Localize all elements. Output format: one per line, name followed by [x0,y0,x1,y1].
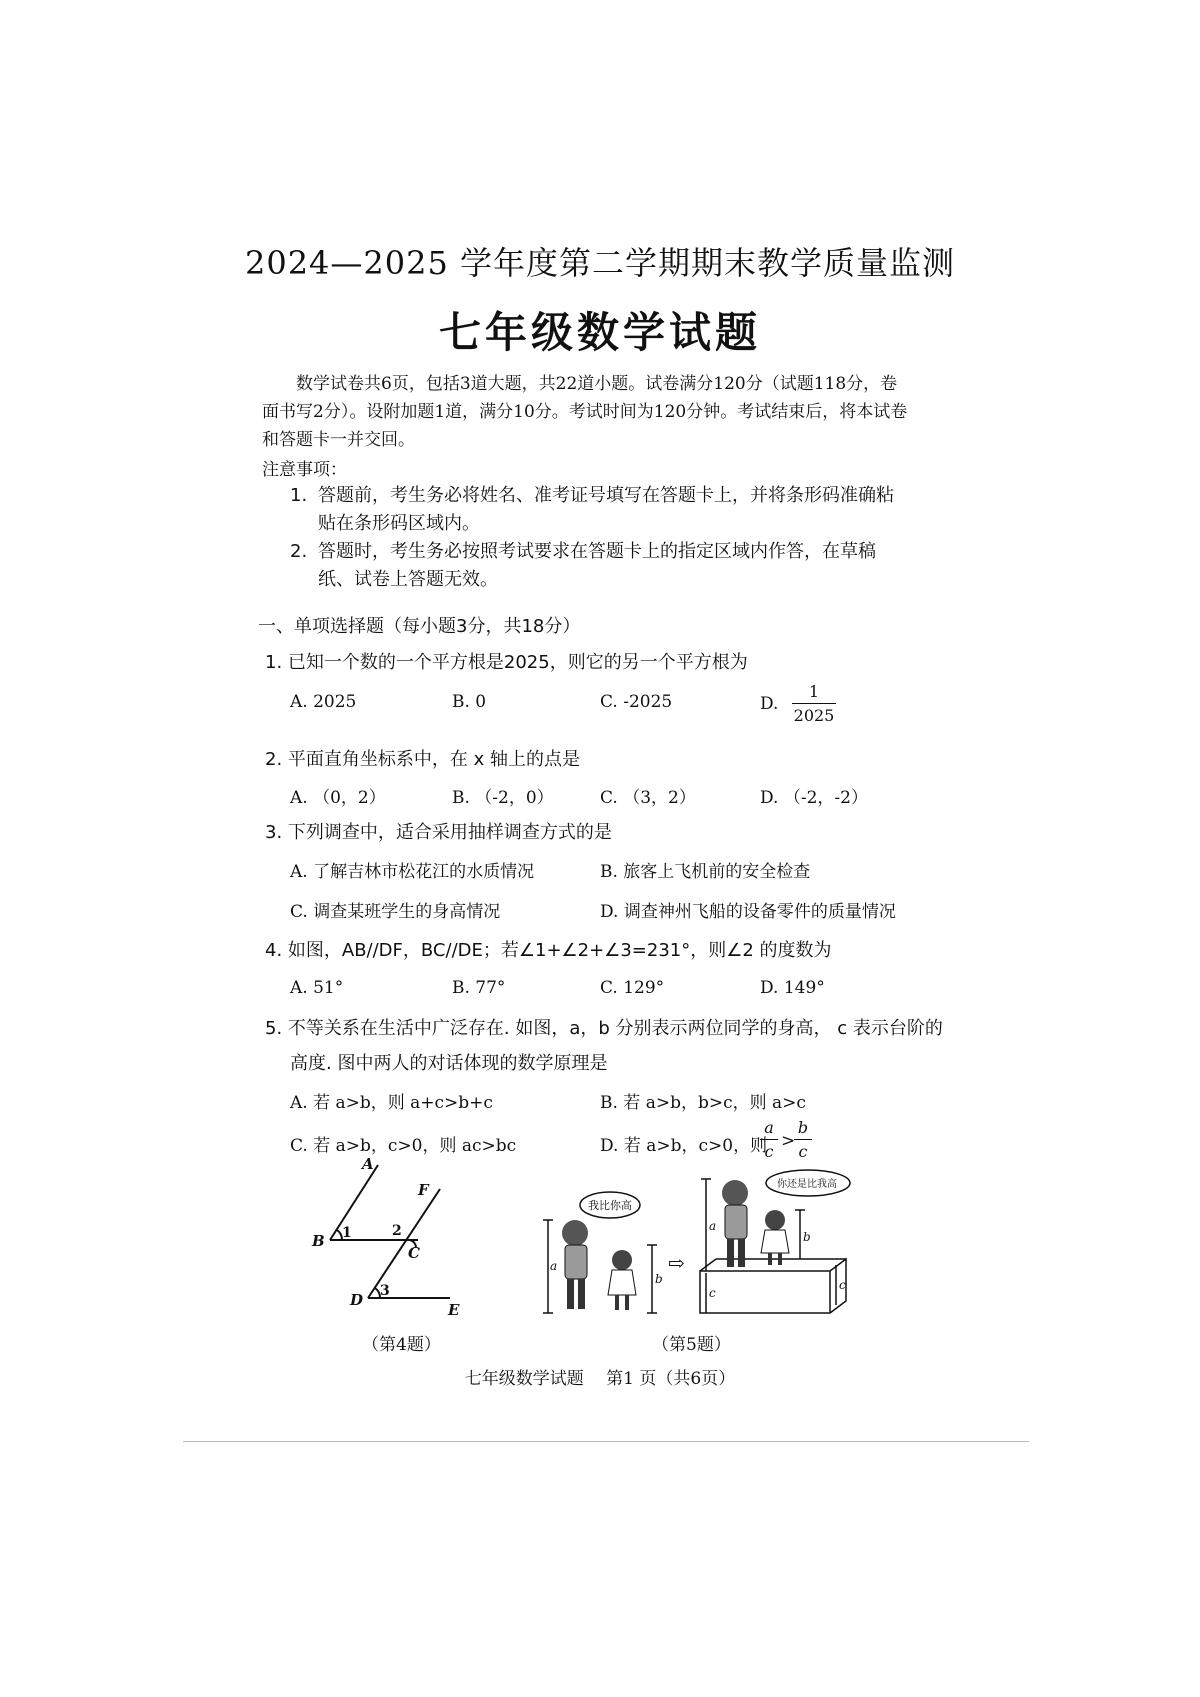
option-a: A. 了解吉林市松花江的水质情况 [290,862,535,882]
height-b-label: b [803,1230,811,1244]
option-b: B. 77° [452,978,506,998]
question-stem: 5. 不等关系在生活中广泛存在. 如图，a，b 分别表示两位同学的身高， c 表示台阶的 [265,1018,943,1039]
greater-than-sign: > [781,1131,796,1151]
fraction-numerator: 1 [808,682,820,701]
exam-intro: 数学试卷共6页，包括3道大题，共22道小题。试卷满分120分（试题118分，卷面书写2分）。设附加题1道，满分10分。考试时间为120分钟。考试结束后，将本试卷和答题卡一并交回。 [262,374,908,450]
girl-figure [608,1250,636,1310]
exam-subtitle: 七年级数学试题 [438,308,761,357]
option-d: D. （-2，-2） [760,788,868,808]
option-a: A. （0，2） [290,788,386,808]
fraction-denominator: c [764,1142,774,1161]
height-c-label: c [709,1286,716,1300]
step-platform [700,1259,846,1313]
speech-bubble-text: 我比你高 [588,1199,632,1212]
label-f: F [418,1181,429,1199]
notice-item [290,482,910,538]
fraction [794,1118,812,1161]
notice-item-number: 2. [290,541,308,562]
option-b: B. 旅客上飞机前的安全检查 [600,862,811,882]
height-a-label: a [550,1259,558,1273]
option-c: C. 若 a>b，c>0，则 ac>bc [290,1136,517,1156]
option-b: B. 若 a>b，b>c，则 a>c [600,1093,806,1113]
notice-item-number: 1. [290,485,308,506]
exam-title: 2024—2025 学年度第二学期期末教学质量监测 [244,244,956,282]
figure-4-caption: （第4题） [362,1335,441,1355]
page-divider [183,1441,1029,1442]
boy-figure [722,1180,748,1267]
option-b: B. 0 [452,692,487,712]
label-b: B [312,1232,325,1250]
question-stem: 1. 已知一个数的一个平方根是2025，则它的另一个平方根为 [265,652,748,673]
fraction-denominator: 2025 [793,706,835,725]
page-footer: 七年级数学试题 第1 页（共6页） [464,1369,736,1389]
option-a: A. 51° [290,978,344,998]
fraction-numerator: a [764,1118,774,1137]
fraction-denominator: c [798,1142,808,1161]
option-b: B. （-2，0） [452,788,554,808]
option-c: C. 129° [600,978,665,998]
option-c: C. -2025 [600,692,673,712]
option-d: D. 149° [760,978,825,998]
option-c: C. （3，2） [600,788,696,808]
figure-5-illustration [540,1165,870,1325]
speech-bubble-text: 你还是比我高 [777,1179,837,1190]
angle-label-2: 2 [392,1223,402,1239]
option-d: D. 调查神州飞船的设备零件的质量情况 [600,902,896,922]
section-heading: 一、单项选择题（每小题3分，共18分） [258,616,581,637]
question-stem: 2. 平面直角坐标系中，在 x 轴上的点是 [265,749,580,770]
line-ba [330,1165,378,1240]
boy-figure [562,1220,588,1309]
notice-item [290,538,910,594]
question-stem: 3. 下列调查中，适合采用抽样调查方式的是 [265,822,612,843]
question-stem-continued: 高度. 图中两人的对话体现的数学原理是 [290,1053,608,1074]
notice-item-text: 答题前，考生务必将姓名、准考证号填写在答题卡上，并将条形码准确粘贴在条形码区域内。 [318,485,894,534]
line-df [368,1189,440,1298]
label-d: D [350,1291,364,1309]
notice-heading: 注意事项： [262,460,347,480]
arrow-icon: ⇨ [668,1251,685,1275]
option-c: C. 调查某班学生的身高情况 [290,902,501,922]
question-stem: 4. 如图，AB//DF，BC//DE；若∠1+∠2+∠3=231°，则∠2 的度数为 [265,940,832,961]
girl-figure [761,1210,789,1265]
label-c: C [408,1244,420,1262]
option-d: D. [760,694,779,714]
option-a: A. 2025 [290,692,357,712]
figure-5-caption: （第5题） [652,1335,731,1355]
fraction-numerator: b [797,1118,809,1137]
figure-4-diagram [300,1155,480,1315]
notice-item-text: 答题时，考生务必按照考试要求在答题卡上的指定区域内作答，在草稿纸、试卷上答题无效。 [318,541,876,590]
label-a: A [362,1155,374,1173]
label-e: E [448,1301,460,1315]
option-a: A. 若 a>b，则 a+c>b+c [290,1093,493,1113]
height-b-label: b [655,1272,663,1286]
angle-label-3: 3 [380,1283,390,1299]
height-a-label: a [709,1219,717,1233]
option-d: D. 若 a>b，c>0，则 [600,1136,768,1156]
fraction [760,1118,778,1161]
fraction [792,682,836,725]
angle-label-1: 1 [342,1225,352,1241]
height-c-label: c [839,1278,846,1292]
